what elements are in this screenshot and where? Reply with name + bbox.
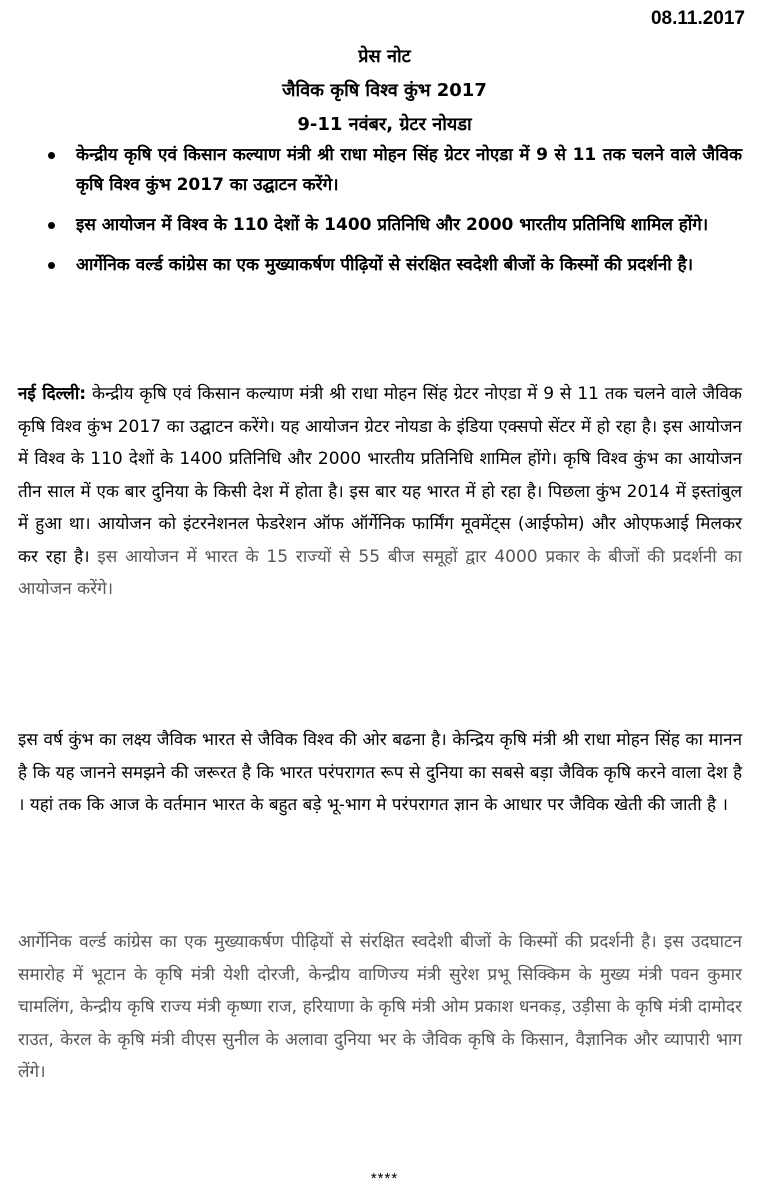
highlight-text: आर्गेनिक वर्ल्ड कांग्रेस का एक मुख्याकर्षण पीढ़ियों से संरक्षित स्वदेशी बीजों के किस्मों की प्रदर्शनी है। xyxy=(76,255,694,275)
body-paragraph-3: आर्गेनिक वर्ल्ड कांग्रेस का एक मुख्याकर्षण पीढ़ियों से संरक्षित स्वदेशी बीजों के किस्मों की प्रदर्शनी है। इस उदघाटन समारोह में भूटान के कृषि मंत्री येशी दोरजी, केन्द्रीय वाणिज्य मंत्री सुरेश प्रभू सिक्किम के मुख्य मंत्री पवन कुमार चामलिंग, केन्द्रीय कृषि राज्य मंत्री कृष्णा राज, हरियाणा के कृषि मंत्री ओम प्रकाश धनकड़, उड़ीसा के कृषि मंत्री दामोदर राउत, केरल के कृषि मंत्री वीएस सुनील के अलावा दुनिया भर के जैविक कृषि के किसान, वैज्ञानिक और व्यापारी भाग लेंगे। xyxy=(18,932,742,1082)
bullet-icon xyxy=(48,152,55,159)
highlight-item xyxy=(42,250,742,280)
paragraph-text: केन्द्रीय कृषि एवं किसान कल्याण मंत्री श्री राधा मोहन सिंह ग्रेटर नोएडा में 9 से 11 तक चलने वाले जैविक कृषि विश्व कुंभ 2017 का उद्घाटन करेंगे। यह आयोजन ग्रेटर नोयडा के इंडिया एक्सपो सेंटर में हो रहा है। इस आयोजन में विश्व के 110 देशों के 1400 प्रतिनिधि और 2000 भारतीय प्रतिनिधि शामिल होंगे। कृषि विश्व कुंभ का आयोजन तीन साल में एक बार दुनिया के किसी देश में होता है। इस बार यह भारत में हो रहा है। पिछला कुंभ 2014 में इस्तांबुल में हुआ था। आयोजन को इंटरनेशनल फेडरेशन ऑफ ऑर्गेनिक फार्मिंग मूवमेंट्स (आईफोम) और ओएफआई मिलकर कर रहा है। xyxy=(18,384,742,567)
highlights-list xyxy=(42,140,742,290)
event-dates-location: 9-11 नवंबर, ग्रेटर नोयडा xyxy=(297,114,472,135)
dateline: नई दिल्ली: xyxy=(18,384,87,404)
end-marker: **** xyxy=(370,1170,399,1187)
paragraph-text-muted: इस आयोजन में भारत के 15 राज्यों से 55 बीज समूहों द्वार 4000 प्रकार के बीजों की प्रदर्शनी का आयोजन करेंगे। xyxy=(18,546,742,599)
event-title: जैविक कृषि विश्व कुंभ 2017 xyxy=(282,80,487,101)
body-paragraph-1 xyxy=(18,378,742,606)
bullet-icon xyxy=(48,222,55,229)
body-paragraph-2: इस वर्ष कुंभ का लक्ष्य जैविक भारत से जैविक विश्व की ओर बढना है। केन्द्रिय कृषि मंत्री श्री राधा मोहन सिंह का मानन है कि यह जानने समझने की जरूरत है कि भारत परंपरागत रूप से दुनिया का सबसे बड़ा जैविक कृषि करने वाला देश है । यहां तक कि आज के वर्तमान भारत के बहुत बड़े भू-भाग मे परंपरागत ज्ञान के आधार पर जैविक खेती की जाती है । xyxy=(18,730,742,815)
highlight-text: इस आयोजन में विश्व के 110 देशों के 1400 प्रतिनिधि और 2000 भारतीय प्रतिनिधि शामिल होंगे। xyxy=(76,215,709,235)
highlight-item xyxy=(42,140,742,200)
document-date: 08.11.2017 xyxy=(650,8,745,29)
highlight-item xyxy=(42,210,742,240)
press-note-title: प्रेस नोट xyxy=(358,46,411,67)
highlight-text: केन्द्रीय कृषि एवं किसान कल्याण मंत्री श्री राधा मोहन सिंह ग्रेटर नोएडा में 9 से 11 तक चलने वाले जैविक कृषि विश्व कुंभ 2017 का उद्घाटन करेंगे। xyxy=(76,145,742,195)
bullet-icon xyxy=(48,262,55,269)
